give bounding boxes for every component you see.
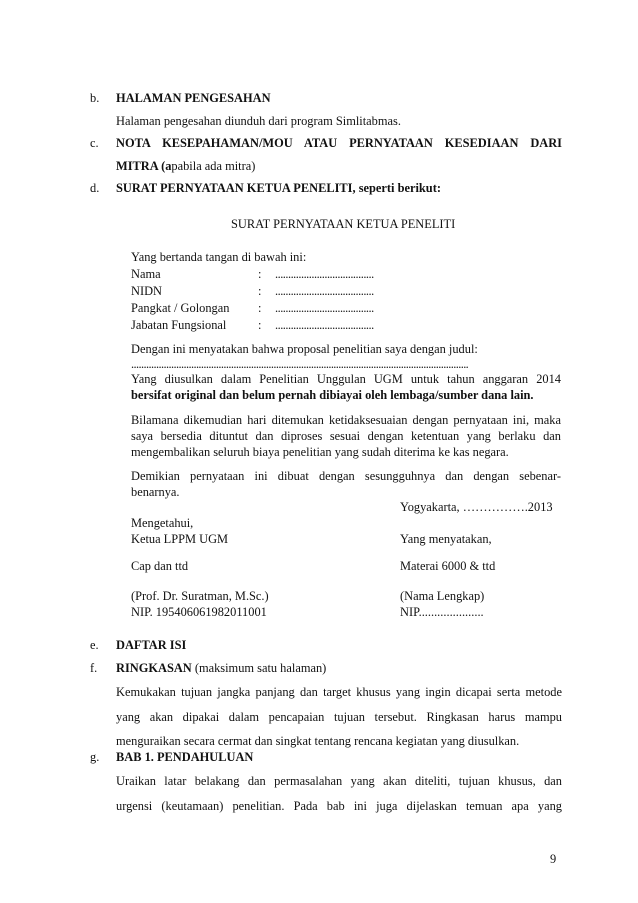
section-f-subtitle: (maksimum satu halaman)	[191, 661, 327, 675]
section-f-line: yang akan dipakai dalam pencapaian tujuan tersebut. Ringkasan harus mampu	[116, 710, 562, 724]
section-e-title: DAFTAR ISI	[116, 638, 187, 652]
field-value: ......................................	[275, 301, 374, 315]
letter-statement: Dengan ini menyatakan bahwa proposal penelitian saya dengan judul:	[131, 342, 478, 356]
clause-line: Bilamana dikemudian hari ditemukan ketidaksesuaian dengan pernyataan ini, maka	[131, 413, 561, 427]
section-d-marker: d.	[90, 181, 100, 195]
letter-intro: Yang bertanda tangan di bawah ini:	[131, 250, 307, 264]
section-c-marker: c.	[90, 136, 99, 150]
field-colon: :	[258, 318, 262, 332]
section-c-title-line2	[116, 159, 255, 174]
section-f-heading	[116, 661, 326, 676]
field-value: ......................................	[275, 267, 374, 281]
right-sign-nip: NIP.....................	[400, 605, 484, 619]
left-sign-label1: Mengetahui,	[131, 516, 194, 530]
section-c-title-line1: NOTA KESEPAHAMAN/MOU ATAU PERNYATAAN KESEDIAAN DARI	[116, 136, 562, 150]
left-sign-name: (Prof. Dr. Suratman, M.Sc.)	[131, 589, 269, 603]
field-colon: :	[258, 301, 262, 315]
field-label: NIDN	[131, 284, 162, 298]
section-e-marker: e.	[90, 638, 99, 652]
proposed-line2: bersifat original dan belum pernah dibiayai oleh lembaga/sumber dana lain.	[131, 388, 534, 402]
section-f-line: menguraikan secara cermat dan singkat tentang rencana kegiatan yang diusulkan.	[116, 734, 520, 748]
closing-line1: Demikian pernyataan ini dibuat dengan sesungguhnya dan dengan sebenar-	[131, 469, 561, 483]
left-sign-nip: NIP. 195406061982011001	[131, 605, 267, 619]
right-sign-name: (Nama Lengkap)	[400, 589, 485, 603]
left-sign-stamp: Cap dan ttd	[131, 559, 189, 573]
left-sign-label2: Ketua LPPM UGM	[131, 532, 229, 546]
page-number: 9	[550, 852, 557, 866]
field-colon: :	[258, 284, 262, 298]
clause-line: saya bersedia dituntut dan diproses sesuai dengan ketentuan yang berlaku dan	[131, 429, 561, 443]
section-g-line: Uraikan latar belakang dan permasalahan yang akan diteliti, tujuan khusus, dan	[116, 774, 562, 788]
field-value: ......................................	[275, 318, 374, 332]
section-b-body: Halaman pengesahan diunduh dari program Simlitabmas.	[116, 114, 401, 128]
proposed-line1: Yang diusulkan dalam Penelitian Unggulan UGM untuk tahun anggaran 2014	[131, 372, 561, 386]
title-dots: .......................................................................................................................................	[131, 357, 469, 371]
section-g-title: BAB 1. PENDAHULUAN	[116, 750, 254, 764]
field-label: Nama	[131, 267, 161, 281]
section-b-marker: b.	[90, 91, 100, 105]
place-date: Yogyakarta, …………….2013	[400, 500, 553, 514]
right-sign-label: Yang menyatakan,	[400, 532, 492, 546]
section-c-title-bold: MITRA (a	[116, 159, 172, 173]
section-b-title: HALAMAN PENGESAHAN	[116, 91, 271, 105]
section-d-title: SURAT PERNYATAAN KETUA PENELITI, seperti berikut:	[116, 181, 441, 195]
letter-heading: SURAT PERNYATAAN KETUA PENELITI	[231, 217, 456, 231]
field-colon: :	[258, 267, 262, 281]
closing-line2: benarnya.	[131, 485, 180, 499]
section-g-line: urgensi (keutamaan) penelitian. Pada bab ini juga dijelaskan temuan apa yang	[116, 799, 562, 813]
section-g-marker: g.	[90, 750, 100, 764]
field-label: Pangkat / Golongan	[131, 301, 230, 315]
right-sign-stamp: Materai 6000 & ttd	[400, 559, 496, 573]
clause-line: mengembalikan seluruh biaya penelitian yang sudah diterima ke kas negara.	[131, 445, 509, 459]
section-f-title: RINGKASAN	[116, 661, 192, 675]
field-value: ......................................	[275, 284, 374, 298]
section-f-marker: f.	[90, 661, 98, 675]
section-c-title-rest: pabila ada mitra)	[171, 159, 256, 173]
section-f-line: Kemukakan tujuan jangka panjang dan target khusus yang ingin dicapai serta metode	[116, 685, 562, 699]
field-label: Jabatan Fungsional	[131, 318, 227, 332]
